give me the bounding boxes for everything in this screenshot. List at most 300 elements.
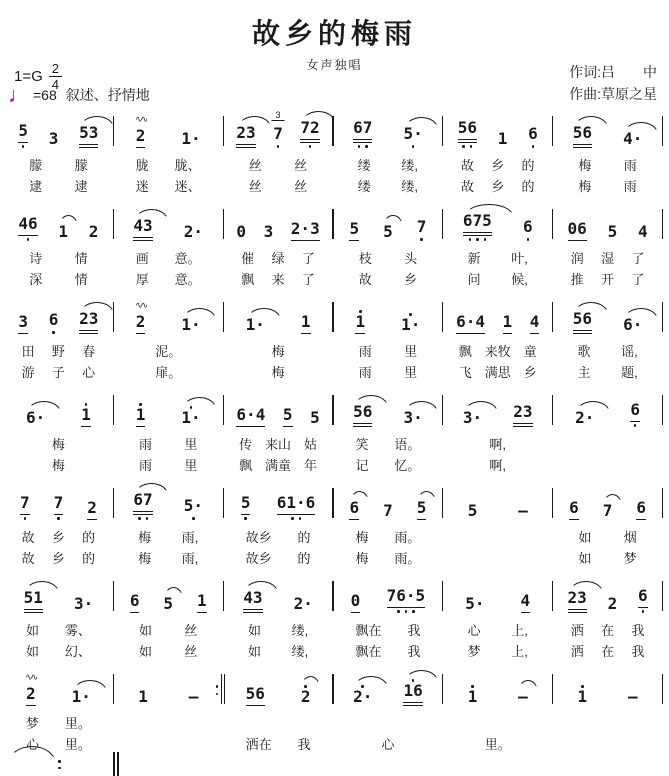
lyric-syllable: 我 [631, 644, 645, 659]
beam-underline [573, 144, 592, 145]
note [135, 114, 147, 148]
note [467, 685, 479, 706]
lyric-syllable: 意。 [174, 272, 201, 287]
lyric-syllable: 缕, [401, 158, 419, 173]
repeat-dots [216, 685, 219, 695]
beam-underline [503, 333, 513, 334]
note-digits: 1 [300, 312, 311, 332]
lyric-cell [444, 640, 551, 661]
note-digits: 61·6 [276, 493, 316, 513]
note-digits: 56 [572, 123, 592, 143]
lyric-cell [335, 433, 442, 454]
note [467, 503, 479, 520]
lyric-cell [554, 340, 661, 361]
lyric-cell [115, 361, 222, 382]
lyric-syllable: 忆。 [394, 458, 421, 473]
final-barline-icon [113, 752, 119, 776]
beam-underline [530, 333, 540, 334]
barline-spacer [661, 547, 664, 568]
barline [223, 488, 224, 518]
lyric-syllable: 绿 [271, 251, 285, 266]
lyric-syllable: 如 [25, 644, 39, 659]
lyric-syllable: 如 [247, 644, 261, 659]
note-digits: 7 [416, 217, 427, 237]
beam-underline [403, 702, 422, 703]
note [568, 500, 580, 520]
note [135, 300, 147, 334]
note-digits: 67 [353, 118, 373, 138]
note [299, 120, 320, 148]
note-digits: 23 [236, 123, 256, 143]
note [53, 495, 65, 520]
score-systems [5, 108, 664, 759]
lyric-syllable: 主 [577, 365, 591, 380]
note-digits: 7 [53, 493, 64, 513]
measure [335, 108, 442, 154]
mordent-icon: ∿∿ [25, 672, 37, 683]
beam-underline [243, 609, 262, 610]
lyric-syllable: 故乡 [245, 551, 272, 566]
beam-underline [236, 144, 255, 145]
octave-dot [291, 517, 301, 520]
lyric-cell [5, 526, 112, 547]
note [354, 310, 366, 334]
lyric-syllable: 飘 [241, 272, 255, 287]
lyric-syllable: 梦 [25, 716, 39, 731]
lyric-cell [115, 526, 222, 547]
lyric-cell [444, 175, 551, 196]
measure [5, 201, 112, 247]
note-digits: 7 [19, 493, 30, 513]
measure [554, 108, 661, 154]
note [196, 593, 208, 613]
lyric-cell [225, 640, 332, 661]
lyric-syllable: 如 [139, 623, 153, 638]
octave-dot [420, 238, 423, 241]
note-digits: 4· [623, 129, 643, 149]
lyric-syllable: 丝 [294, 158, 308, 173]
octave-dot [642, 610, 645, 613]
measure [5, 387, 112, 433]
lyric-syllable: 胧、 [174, 158, 201, 173]
lyric-syllable: 情 [74, 251, 88, 266]
lyric-syllable: 迷 [135, 179, 149, 194]
lyric-syllable: 里。 [64, 737, 91, 752]
expression-text: 叙述、抒情地 [65, 87, 150, 103]
note [135, 403, 147, 427]
note [235, 407, 266, 427]
beam-underline [20, 514, 30, 515]
note [245, 686, 266, 706]
note-digits: 67 [133, 490, 153, 510]
measure [554, 666, 661, 712]
barline [552, 674, 553, 704]
measure [225, 201, 332, 247]
lyric-cell [444, 154, 551, 175]
lyric-syllable: 如 [578, 551, 592, 566]
triplet-number: 3 [272, 110, 285, 121]
music-system [5, 108, 664, 196]
note [622, 317, 643, 334]
note-digits: 2· [293, 594, 313, 614]
lyric-cell [115, 247, 222, 268]
lyric-syllable: 雨。 [394, 551, 421, 566]
barline [662, 581, 663, 611]
lyric-cell [554, 640, 661, 661]
note-digits: 7 [383, 501, 393, 521]
barline [223, 116, 224, 146]
note-digits: 6·4 [456, 312, 485, 332]
note-digits: 2 [87, 498, 97, 518]
beam-underline [236, 147, 255, 148]
beam-underline [513, 426, 532, 427]
barline [113, 395, 114, 425]
note [567, 590, 588, 613]
lyric-syllable: 歌 [577, 344, 591, 359]
beam-underline [241, 514, 251, 515]
lyric-syllable: 我 [407, 644, 421, 659]
beam-underline [387, 607, 426, 608]
measure [115, 108, 222, 154]
note [497, 131, 509, 148]
note-digits: 3 [263, 222, 274, 242]
note [86, 500, 98, 520]
octave-dot [309, 145, 312, 148]
lyric-syllable: 缕, [401, 179, 419, 194]
lyric-syllable: 梅 [355, 530, 369, 545]
beam-underline [568, 612, 587, 613]
repeat-barline-icon [221, 674, 226, 704]
octave-dot [634, 424, 637, 427]
lyric-syllable: 泥。 [155, 344, 182, 359]
lyric-syllable: 乡 [523, 365, 537, 380]
measure [5, 108, 112, 154]
note-digits: 06 [567, 219, 587, 239]
beam-underline [18, 235, 37, 236]
lyric-cell [225, 268, 332, 289]
octave-dot [358, 145, 368, 148]
note [416, 219, 428, 241]
lyric-syllable: 雨, [181, 551, 199, 566]
lyric-cell [335, 712, 442, 733]
note [629, 402, 641, 427]
beam-underline [79, 333, 98, 334]
lyric-syllable: 缕 [357, 179, 371, 194]
lyric-syllable: 题, [621, 365, 638, 380]
note-digits: 2· [575, 408, 595, 428]
lyric-syllable: 梅 [138, 530, 152, 545]
lyric-syllable: 梅 [271, 365, 285, 380]
note [382, 503, 394, 520]
lyric-cell [444, 433, 551, 454]
note-digits: 51 [23, 588, 43, 608]
note [48, 312, 60, 334]
lyric-cell [554, 361, 661, 382]
barline [332, 302, 333, 332]
lyric-syllable: 梅 [578, 179, 592, 194]
barline-spacer [661, 712, 664, 733]
lyric-cell [225, 340, 332, 361]
measure [115, 294, 222, 340]
beam-underline [458, 139, 477, 140]
lyric-syllable: 的 [297, 551, 311, 566]
note [627, 689, 639, 706]
note-digits: 1 [138, 687, 148, 707]
note-digits: 72 [300, 118, 320, 138]
lyric-syllable: 我 [297, 737, 311, 752]
barline-spacer [661, 340, 664, 361]
note-digits: 1· [71, 687, 91, 707]
lyric-syllable: 飘 [458, 344, 472, 359]
beam-underline [18, 333, 28, 334]
note [602, 503, 614, 520]
lyric-syllable: 故 [460, 158, 474, 173]
lyric-syllable: 故 [21, 551, 35, 566]
lyric-cell [5, 247, 112, 268]
lyric-syllable: 语。 [394, 437, 421, 452]
measure [225, 666, 332, 712]
note-digits: 3· [462, 408, 483, 428]
note-digits: 56 [457, 118, 477, 138]
lyric-cell [554, 454, 661, 475]
note-digits: 43 [133, 216, 153, 236]
beam-underline [573, 333, 592, 334]
note [48, 131, 60, 148]
note-digits: 2 [135, 312, 146, 332]
lyric-syllable: 湿 [601, 251, 615, 266]
note-digits: 2 [300, 687, 311, 707]
barline [442, 581, 443, 611]
lyric-cell [444, 619, 551, 640]
music-system [5, 666, 664, 754]
lyric-cell [554, 268, 661, 289]
note-digits: 2 [135, 126, 146, 146]
music-system [5, 201, 664, 289]
barline [442, 209, 443, 239]
lyric-syllable: 姑 [303, 437, 317, 452]
note [464, 596, 485, 613]
barline [662, 116, 663, 146]
lyric-cell [225, 526, 332, 547]
note-digits: 6· [623, 315, 643, 335]
note-digits: 6 [129, 591, 140, 611]
lyric-cell [115, 547, 222, 568]
lyric-syllable: 了 [631, 272, 645, 287]
measure [335, 666, 442, 712]
octave-dot [469, 238, 487, 241]
measure [554, 201, 661, 247]
measure [5, 666, 112, 712]
lyric-syllable: 新 [467, 251, 481, 266]
lyric-cell [225, 619, 332, 640]
note-digits: 2· [183, 222, 204, 242]
measure [115, 387, 222, 433]
barline-spacer [661, 175, 664, 196]
barline [223, 209, 224, 239]
lyric-syllable: 枝 [358, 251, 372, 266]
note-digits: 23 [513, 402, 533, 422]
note [263, 224, 275, 241]
lyric-syllable: 田 [21, 344, 35, 359]
note-digits: 7 [273, 124, 283, 144]
lyric-syllable: 记 [355, 458, 369, 473]
beam-underline [133, 237, 152, 238]
note-digits: 5 [310, 408, 320, 428]
note [400, 313, 421, 334]
lyric-syllable: 梦 [467, 644, 481, 659]
barline-spacer [661, 361, 664, 382]
lyric-cell [5, 175, 112, 196]
lyric-cell [444, 526, 551, 547]
beam-underline [133, 511, 152, 512]
note-digits: – [627, 687, 638, 707]
measure [5, 294, 112, 340]
lyric-syllable: 飘在 [355, 644, 382, 659]
lyric-cell [225, 361, 332, 382]
lyric-syllable: 故乡 [245, 530, 272, 545]
lyric-syllable: 丝 [248, 179, 262, 194]
lyric-syllable: 满童 [265, 458, 292, 473]
octave-dot [58, 760, 61, 769]
barline [552, 302, 553, 332]
barline [662, 209, 663, 239]
barline [442, 488, 443, 518]
note [574, 410, 595, 427]
note [17, 314, 29, 334]
note-digits: 3· [403, 408, 423, 428]
octave-dot [192, 517, 195, 520]
lyric-syllable: 飞 [458, 365, 472, 380]
lyric-syllable: 乡 [51, 551, 65, 566]
note-digits: 5 [607, 222, 618, 242]
note-digits: 6· [25, 408, 46, 428]
lyric-syllable: 乡 [491, 158, 505, 173]
lyric-cell [5, 454, 112, 475]
lyric-syllable: 雨 [358, 344, 372, 359]
note [512, 404, 533, 427]
lyric-cell [115, 340, 222, 361]
lyric-syllable: 如 [139, 644, 153, 659]
note [622, 131, 643, 148]
beam-underline [136, 147, 146, 148]
barline [113, 209, 114, 239]
note [132, 492, 153, 520]
note [78, 125, 99, 148]
barline-spacer [661, 154, 664, 175]
lyric-syllable: 雨。 [394, 530, 421, 545]
lyric-syllable: 来 [271, 272, 285, 287]
quarter-note-icon: ♩ [8, 82, 30, 107]
lyric-cell [5, 154, 112, 175]
lyric-cell [115, 433, 222, 454]
note-digits: 6 [522, 217, 533, 237]
measure [225, 573, 332, 619]
lyric-syllable: 烟 [623, 530, 637, 545]
lyric-syllable: 乡 [491, 179, 505, 194]
beam-underline [133, 240, 152, 241]
beam-underline [513, 423, 532, 424]
lyric-syllable: 逮 [29, 179, 43, 194]
beam-underline [353, 139, 372, 140]
octave-dot [27, 238, 30, 241]
music-system [5, 480, 664, 568]
beam-underline [630, 421, 640, 422]
note-digits: 5 [416, 498, 427, 518]
slur-icon [8, 746, 56, 764]
note [382, 224, 394, 241]
lyric-cell [335, 526, 442, 547]
note-digits: 2 [88, 222, 99, 242]
lyric-cell [335, 640, 442, 661]
note [529, 314, 541, 334]
note [245, 317, 266, 334]
note-digits: 1· [181, 315, 201, 335]
note [57, 224, 69, 241]
beam-underline [24, 612, 43, 613]
beam-underline [458, 142, 477, 143]
note-digits: 5 [18, 121, 29, 141]
beam-underline [79, 144, 98, 145]
note-digits: 1 [497, 129, 508, 149]
measure [115, 201, 222, 247]
note [457, 120, 478, 148]
note [235, 224, 247, 241]
note [282, 407, 294, 427]
note [78, 311, 99, 334]
note [137, 689, 149, 706]
note [188, 689, 200, 706]
lyric-cell [554, 175, 661, 196]
note [293, 596, 314, 613]
note-digits: 1· [401, 315, 421, 335]
measure [554, 387, 661, 433]
measure [335, 201, 442, 247]
note [19, 495, 31, 520]
note-digits: 5 [383, 222, 393, 242]
beam-underline [236, 426, 265, 427]
note [183, 498, 204, 520]
lyric-syllable: 丝 [184, 644, 198, 659]
measure [335, 387, 442, 433]
note [607, 224, 619, 241]
note [402, 126, 423, 148]
lyric-cell [335, 154, 442, 175]
note-digits: – [518, 687, 528, 707]
lyric-syllable: 的 [82, 551, 96, 566]
barline [442, 674, 443, 704]
lyric-syllable: 的 [297, 530, 311, 545]
barline [332, 488, 333, 518]
lyric-cell [115, 154, 222, 175]
key-label: 1=G [14, 68, 43, 85]
lyric-syllable: 故 [460, 179, 474, 194]
lyric-cell [5, 268, 112, 289]
note-digits: 3· [73, 594, 94, 614]
lyric-syllable: 啊, [489, 437, 507, 452]
lyric-syllable: 如 [247, 623, 261, 638]
note [567, 221, 588, 241]
lyric-syllable: 故 [21, 530, 35, 545]
note-digits: 2 [25, 684, 36, 704]
lyric-syllable: 厚 [135, 272, 149, 287]
lyric-syllable: 梅 [578, 158, 592, 173]
note-digits: – [518, 501, 528, 521]
note-digits: 1 [81, 405, 91, 425]
measure [335, 294, 442, 340]
note-digits: 2 [607, 594, 618, 614]
note [272, 110, 284, 148]
lyric-syllable: 传 [239, 437, 253, 452]
